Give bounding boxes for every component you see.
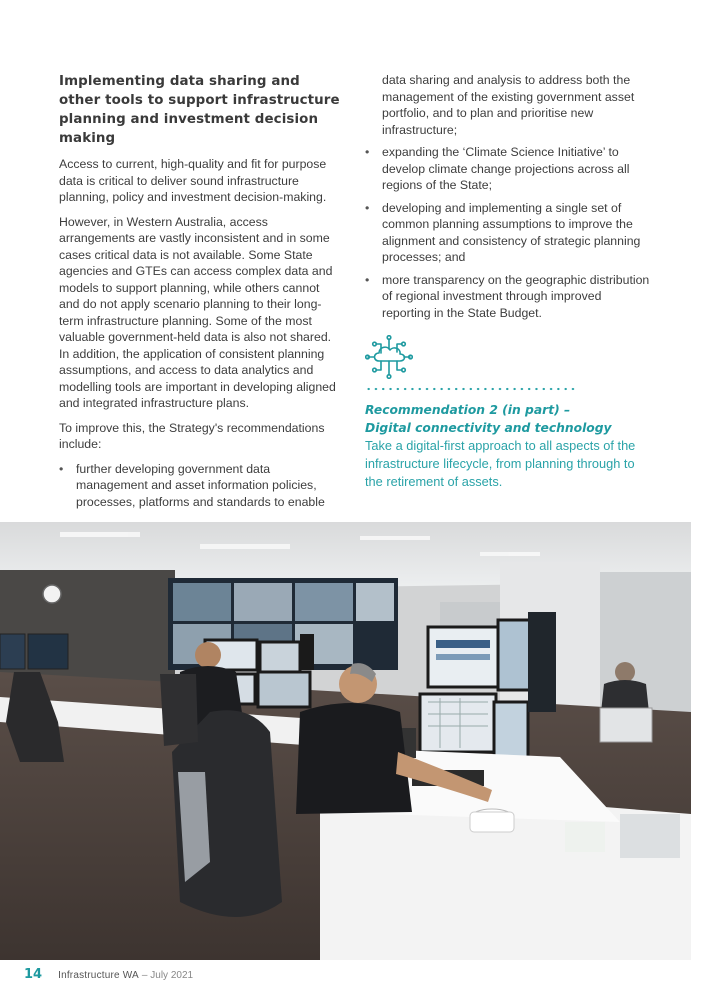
list-item-text: expanding the ‘Climate Science Initiative’ to develop climate change projections across all regions of the State;: [382, 145, 630, 192]
page-number: 14: [24, 967, 43, 982]
list-item-text: further developing government data management and asset information policies, processes, platforms and standards to enable: [76, 461, 325, 509]
list-item: [365, 200, 650, 266]
recommendation-title-line-2: Digital connectivity and technology: [365, 421, 612, 435]
list-item-text: more transparency on the geographic distribution of regional investment through improved reporting in the State Budget.: [382, 272, 650, 320]
bullet-mark: •: [365, 200, 370, 215]
recommendations-list-continued: [365, 144, 650, 321]
bullet-mark: •: [365, 145, 370, 159]
bullet-mark: •: [365, 272, 370, 287]
recommendations-list: [59, 461, 341, 511]
paragraph-2: However, in Western Australia, access arrangements are vastly inconsistent and in some cases critical data is not available. Some State agencies and GTEs can access complex data and models to support planning, while others cannot and do not apply scenario planning to their long-term infrastructure planning. Some of the most valuable government-held data is also not shared. In addition, the application of consistent planning assumptions, and access to data analytics and modelling tools are important in developing aligned and integrated infrastructure plans.: [59, 214, 336, 410]
publication-date: – July 2021: [141, 970, 194, 981]
right-column: [365, 72, 650, 491]
recommendation-title: [365, 401, 650, 437]
operator-head: [195, 642, 221, 668]
publication-name: Infrastructure WA: [58, 970, 139, 981]
bullet-mark: •: [59, 461, 64, 476]
back-wall: [0, 570, 175, 682]
list-item-text: developing and implementing a single set of common planning assumptions to improve the alignment and consistency of strategic planning processes; and: [382, 200, 641, 264]
section-heading: Implementing data sharing and other tools to support infrastructure planning and investment decision making: [59, 74, 340, 146]
left-column: [59, 72, 341, 516]
list-item-continued: data sharing and analysis to address both the management of the existing government asset portfolio, and to plan and prioritise new infrastructure;: [382, 73, 635, 137]
operator-body: [296, 703, 412, 814]
control-room-illustration: [0, 522, 691, 960]
list-item: [365, 144, 650, 194]
list-item: [365, 272, 650, 322]
dotted-divider: [365, 387, 577, 391]
cloud-network-icon: [365, 335, 413, 379]
paragraph-1: Access to current, high-quality and fit for purpose data is critical to deliver sound infrastructure planning, policy and investment decision-making.: [59, 157, 327, 204]
wall-clock: [43, 585, 61, 603]
recommendation-title-line-1: Recommendation 2 (in part) –: [365, 403, 571, 417]
paragraph-3: To improve this, the Strategy's recommendations include:: [59, 420, 325, 451]
list-item: [59, 461, 341, 511]
recommendation-body: Take a digital-first approach to all aspects of the infrastructure lifecycle, from planning through to the retirement of assets.: [365, 438, 636, 489]
page-footer: [24, 967, 193, 985]
control-room-photo: [0, 522, 691, 960]
